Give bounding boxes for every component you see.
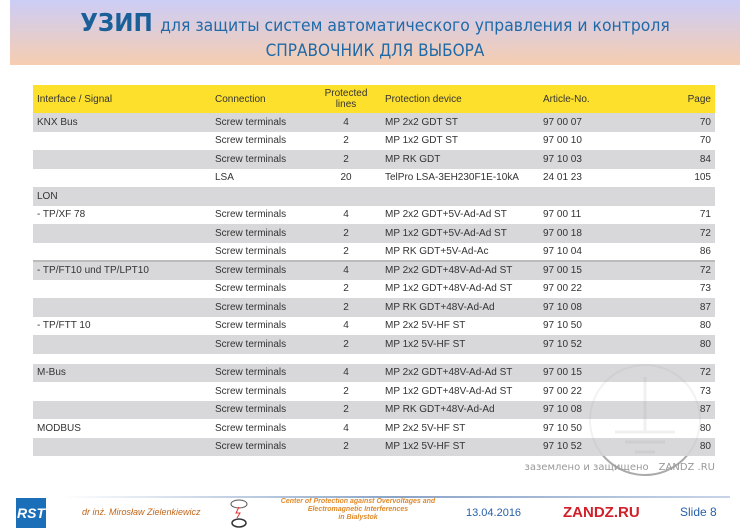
column-header: Interface / Signal bbox=[33, 85, 211, 113]
table-row bbox=[33, 187, 715, 206]
column-header: Protection device bbox=[381, 85, 539, 113]
table-cell: 4 bbox=[311, 261, 381, 280]
table-cell: 4 bbox=[311, 113, 381, 132]
table-row bbox=[33, 150, 715, 169]
table-cell: 2 bbox=[311, 382, 381, 401]
column-header: Connection bbox=[211, 85, 311, 113]
table-cell: 105 bbox=[657, 169, 715, 188]
table-cell: MODBUS bbox=[33, 419, 211, 438]
table-cell bbox=[33, 280, 211, 299]
org-line-1: Center of Protection against Overvoltages and bbox=[280, 498, 436, 505]
table-cell: MP RK GDT bbox=[381, 150, 539, 169]
table-row bbox=[33, 382, 715, 401]
table-cell: MP RK GDT+5V-Ad-Ac bbox=[381, 243, 539, 262]
title-abbrev: УЗИП bbox=[80, 8, 153, 37]
column-header: Protected lines bbox=[311, 85, 381, 113]
table-spacer bbox=[33, 354, 715, 364]
table-cell: 4 bbox=[311, 206, 381, 225]
org-line-2: Electromagnetic Interferences bbox=[307, 506, 409, 513]
table-cell: 97 00 15 bbox=[539, 261, 657, 280]
table-cell: - TP/XF 78 bbox=[33, 206, 211, 225]
slide-title bbox=[39, 8, 711, 37]
table-cell: Screw terminals bbox=[211, 335, 311, 354]
table-cell bbox=[33, 150, 211, 169]
table-row bbox=[33, 419, 715, 438]
rst-logo: RST bbox=[16, 498, 46, 528]
organization bbox=[258, 498, 458, 522]
table-cell bbox=[33, 401, 211, 420]
table-cell bbox=[539, 187, 657, 206]
table-cell: 70 bbox=[657, 113, 715, 132]
slide-subtitle: СПРАВОЧНИК ДЛЯ ВЫБОРА bbox=[265, 41, 485, 61]
table-cell: 2 bbox=[311, 280, 381, 299]
table-cell: Screw terminals bbox=[211, 113, 311, 132]
table-cell: 84 bbox=[657, 150, 715, 169]
table-cell: - TP/FTT 10 bbox=[33, 317, 211, 336]
selection-table bbox=[33, 85, 715, 456]
table-cell: 97 10 03 bbox=[539, 150, 657, 169]
table-cell: Screw terminals bbox=[211, 317, 311, 336]
slide-header bbox=[10, 0, 740, 65]
table-cell: 24 01 23 bbox=[539, 169, 657, 188]
table-cell: 97 00 07 bbox=[539, 113, 657, 132]
table-cell: MP 2x2 GDT+48V-Ad-Ad ST bbox=[381, 364, 539, 383]
column-header: Page bbox=[657, 85, 715, 113]
table-cell: 97 00 18 bbox=[539, 224, 657, 243]
table-cell: MP 2x2 GDT ST bbox=[381, 113, 539, 132]
table-cell: MP 1x2 5V-HF ST bbox=[381, 335, 539, 354]
table-cell: MP RK GDT+48V-Ad-Ad bbox=[381, 298, 539, 317]
table-cell bbox=[211, 187, 311, 206]
table-cell: Screw terminals bbox=[211, 243, 311, 262]
table-cell: 73 bbox=[657, 382, 715, 401]
table-cell: Screw terminals bbox=[211, 132, 311, 151]
site-name: ZANDZ.RU bbox=[563, 504, 640, 521]
slide-number: Slide 8 bbox=[680, 505, 717, 519]
date: 13.04.2016 bbox=[466, 507, 522, 519]
table-cell: Screw terminals bbox=[211, 261, 311, 280]
table-cell: 72 bbox=[657, 364, 715, 383]
table-cell: Screw terminals bbox=[211, 150, 311, 169]
table-cell: 97 10 50 bbox=[539, 317, 657, 336]
table-cell: 2 bbox=[311, 335, 381, 354]
table-row bbox=[33, 113, 715, 132]
table-cell: 97 10 52 bbox=[539, 438, 657, 457]
table-cell: 97 00 11 bbox=[539, 206, 657, 225]
table-cell: - TP/FT10 und TP/LPT10 bbox=[33, 261, 211, 280]
table-cell: 4 bbox=[311, 364, 381, 383]
table-cell: 72 bbox=[657, 224, 715, 243]
table-cell bbox=[33, 335, 211, 354]
table-cell: MP 2x2 GDT+5V-Ad-Ad ST bbox=[381, 206, 539, 225]
table-cell: 97 10 04 bbox=[539, 243, 657, 262]
table-cell: MP 2x2 GDT+48V-Ad-Ad ST bbox=[381, 261, 539, 280]
watermark-text bbox=[515, 462, 715, 473]
table-cell: 4 bbox=[311, 419, 381, 438]
table-cell: 2 bbox=[311, 243, 381, 262]
table-row bbox=[33, 364, 715, 383]
watermark-slogan: заземлено и защищено bbox=[524, 462, 649, 473]
table-cell: MP 1x2 GDT+48V-Ad-Ad ST bbox=[381, 382, 539, 401]
table-cell bbox=[33, 382, 211, 401]
table-row bbox=[33, 438, 715, 457]
table-cell: Screw terminals bbox=[211, 280, 311, 299]
table-cell: LSA bbox=[211, 169, 311, 188]
org-line-3: in Bialystok bbox=[338, 514, 378, 521]
table-row bbox=[33, 132, 715, 151]
table-cell: 2 bbox=[311, 132, 381, 151]
table-row bbox=[33, 261, 715, 280]
table-row bbox=[33, 401, 715, 420]
table-cell: 2 bbox=[311, 401, 381, 420]
table-cell bbox=[33, 169, 211, 188]
table-cell: 80 bbox=[657, 317, 715, 336]
table-cell: LON bbox=[33, 187, 211, 206]
table-cell: 97 10 08 bbox=[539, 401, 657, 420]
slide-footer bbox=[0, 490, 750, 530]
table-cell: Screw terminals bbox=[211, 438, 311, 457]
author: dr inż. Mirosław Zielenkiewicz bbox=[82, 507, 201, 517]
table-cell: 97 10 08 bbox=[539, 298, 657, 317]
table-cell: 86 bbox=[657, 243, 715, 262]
lightning-cloud-icon bbox=[228, 498, 250, 528]
table-cell: MP 2x2 5V-HF ST bbox=[381, 419, 539, 438]
table-cell: 97 10 50 bbox=[539, 419, 657, 438]
table-row bbox=[33, 298, 715, 317]
table-cell: 2 bbox=[311, 298, 381, 317]
table-cell: 87 bbox=[657, 401, 715, 420]
table-cell: MP RK GDT+48V-Ad-Ad bbox=[381, 401, 539, 420]
table-cell: 2 bbox=[311, 150, 381, 169]
table-cell: 2 bbox=[311, 438, 381, 457]
table-cell: MP 2x2 5V-HF ST bbox=[381, 317, 539, 336]
table-cell bbox=[311, 187, 381, 206]
table-cell: 72 bbox=[657, 261, 715, 280]
table-cell: MP 1x2 5V-HF ST bbox=[381, 438, 539, 457]
table-cell bbox=[381, 187, 539, 206]
table-cell: 80 bbox=[657, 438, 715, 457]
table-cell: Screw terminals bbox=[211, 224, 311, 243]
table-cell: 2 bbox=[311, 224, 381, 243]
table-row bbox=[33, 206, 715, 225]
table-cell: Screw terminals bbox=[211, 419, 311, 438]
table-cell: 87 bbox=[657, 298, 715, 317]
table-cell bbox=[33, 243, 211, 262]
table-cell: TelPro LSA-3EH230F1E-10kA bbox=[381, 169, 539, 188]
table-cell: 80 bbox=[657, 335, 715, 354]
table-cell bbox=[33, 224, 211, 243]
watermark-url: ZANDZ .RU bbox=[658, 462, 715, 473]
table-cell: MP 1x2 GDT+5V-Ad-Ad ST bbox=[381, 224, 539, 243]
table-cell: KNX Bus bbox=[33, 113, 211, 132]
table-cell: 20 bbox=[311, 169, 381, 188]
table-cell: 73 bbox=[657, 280, 715, 299]
table-cell: Screw terminals bbox=[211, 298, 311, 317]
table-cell: 80 bbox=[657, 419, 715, 438]
table-cell: M-Bus bbox=[33, 364, 211, 383]
table-row bbox=[33, 243, 715, 262]
table-cell: Screw terminals bbox=[211, 382, 311, 401]
table-row bbox=[33, 317, 715, 336]
table-cell: Screw terminals bbox=[211, 401, 311, 420]
table-row bbox=[33, 224, 715, 243]
table-cell: Screw terminals bbox=[211, 364, 311, 383]
column-header: Article-No. bbox=[539, 85, 657, 113]
table-cell: 97 00 22 bbox=[539, 280, 657, 299]
table-cell: MP 1x2 GDT ST bbox=[381, 132, 539, 151]
table-cell: 97 00 22 bbox=[539, 382, 657, 401]
table-cell bbox=[33, 298, 211, 317]
table-cell bbox=[33, 438, 211, 457]
table-row bbox=[33, 169, 715, 188]
table-cell: MP 1x2 GDT+48V-Ad-Ad ST bbox=[381, 280, 539, 299]
table-cell: Screw terminals bbox=[211, 206, 311, 225]
table-cell: 97 00 15 bbox=[539, 364, 657, 383]
table-cell bbox=[657, 187, 715, 206]
title-text: для защиты систем автоматического управления и контроля bbox=[160, 16, 670, 36]
table-row bbox=[33, 280, 715, 299]
table-cell: 70 bbox=[657, 132, 715, 151]
table-cell: 4 bbox=[311, 317, 381, 336]
table-cell: 97 00 10 bbox=[539, 132, 657, 151]
table-cell bbox=[33, 132, 211, 151]
table-row bbox=[33, 335, 715, 354]
table-cell: 97 10 52 bbox=[539, 335, 657, 354]
table-cell: 71 bbox=[657, 206, 715, 225]
